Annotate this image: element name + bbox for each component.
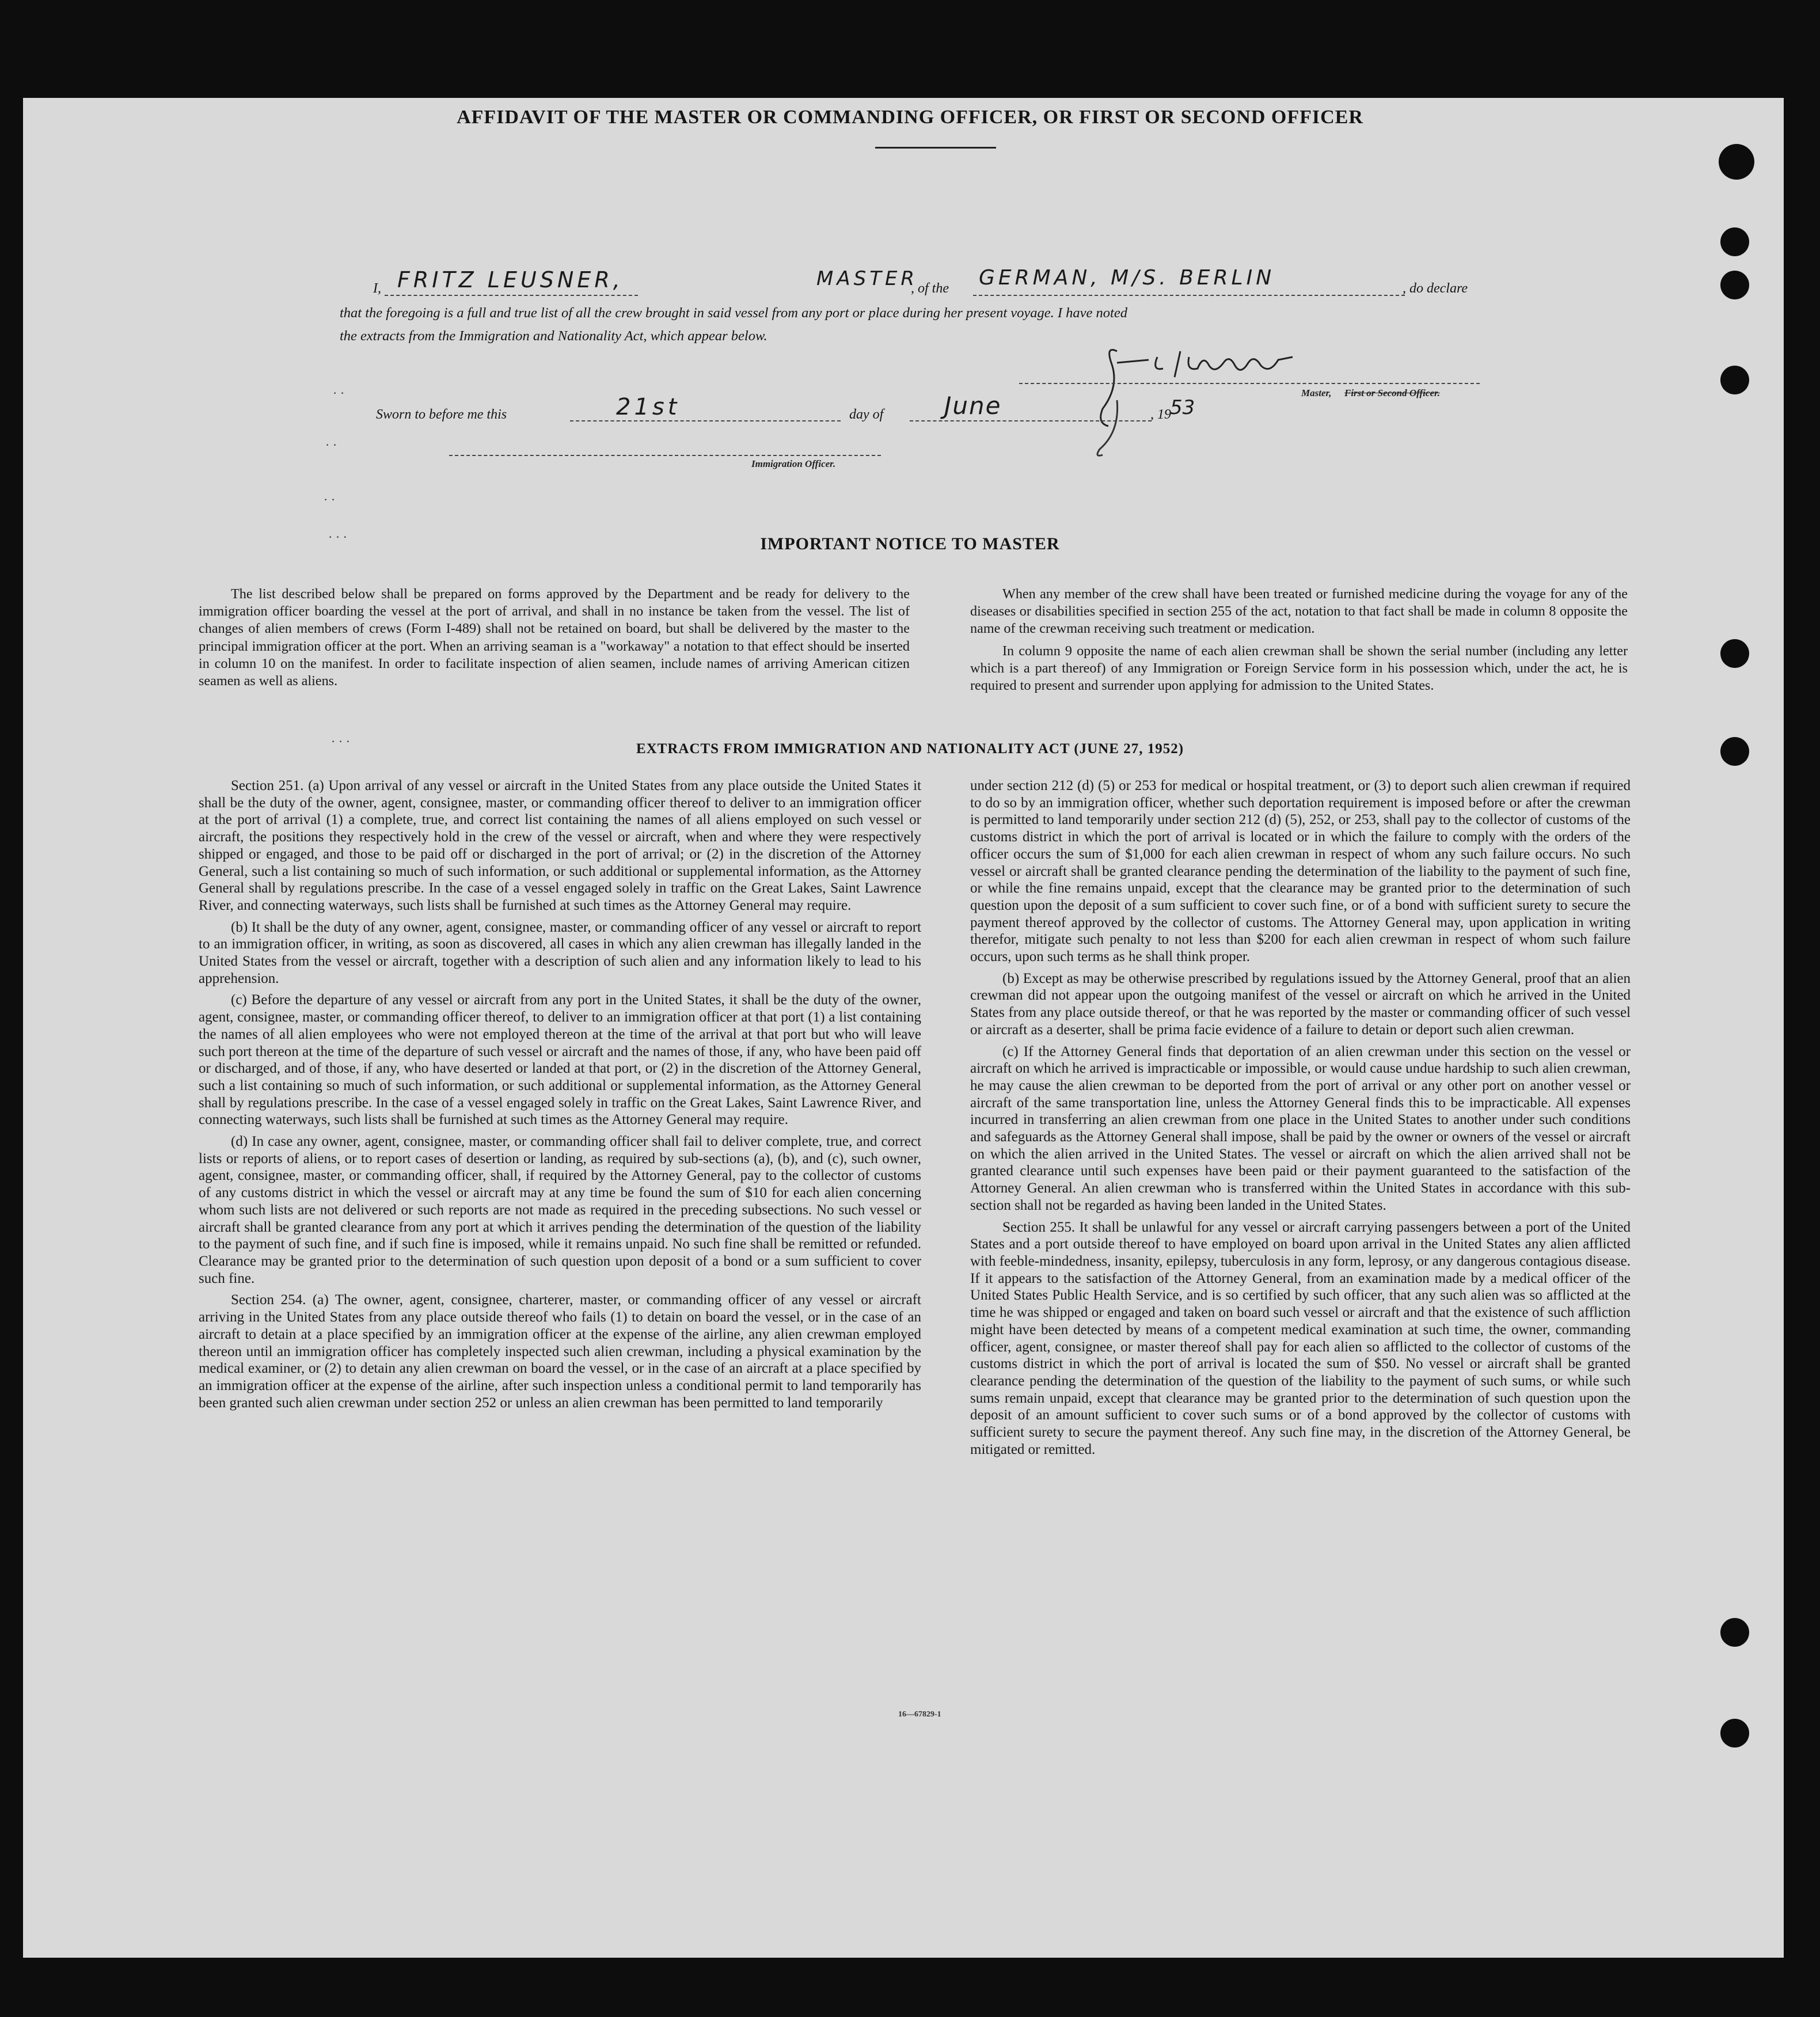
- day-blank-line: [570, 420, 841, 421]
- section-254-a: Section 254. (a) The owner, agent, consignee, charterer, master, or commanding officer of any vessel or aircraft arriving in the United States from any place outside thereof who fails (1) to detain on board the vessel, or in the case of an aircraft to detain at a place specified by an immigration officer at the expense of the airline, any alien crewman employed thereon until an immigration officer has completely inspected such alien crewman, including a physical examination by the medical examiner, or (2) to detain any alien crewman on board the vessel, or in the case of an aircraft at a place specified by an immigration officer at the expense of the airline, after such inspection unless a conditional permit to land temporarily has been granted such alien crewman under section 252 or unless an alien crewman has been permitted to land temporarily: [199, 1292, 921, 1411]
- master-rank: MASTER: [816, 267, 918, 290]
- master-signature: [1094, 322, 1336, 432]
- vessel-blank-line: [973, 295, 1405, 296]
- margin-mark: · · ·: [328, 530, 347, 544]
- notice-right-paragraph-2: In column 9 opposite the name of each alien crewman shall be shown the serial number (including any letter which is a part thereof) of any Immigration or Foreign Service form in his possession which, under the act, he is required to present and surrender upon applying for admission to the United States.: [970, 643, 1628, 694]
- punch-hole: [1720, 1719, 1749, 1748]
- punch-hole: [1720, 639, 1749, 668]
- declaration-suffix: , do declare: [1403, 281, 1468, 296]
- sworn-year-suffix: 53: [1170, 396, 1195, 419]
- section-254-c: (c) If the Attorney General finds that deportation of an alien crewman under this section on the vessel or aircraft on which he arrived is impracticable or impossible, or would cause undue hardship to such alien crewman, he may cause the alien crewman to be deported from the port of arrival or any other port on another vessel or aircraft of the same transportation line, unless the Attorney General finds this to be impracticable. All expenses incurred in transferring an alien crewman from one place in the United States to another under such conditions and safeguards as the Attorney General shall impose, shall be paid by the owner or owners of the vessel or aircraft on which the alien arrived in the United States. The vessel or aircraft on which the alien arrived shall not be granted clearance until such expenses have been paid or their payment guaranteed to the satisfaction of the Attorney General. An alien crewman who is transferred within the United States in accordance with this sub-section shall not be regarded as having been landed in the United States.: [970, 1043, 1631, 1213]
- officer-label: Immigration Officer.: [751, 458, 836, 469]
- margin-mark: · ·: [333, 386, 345, 400]
- notice-left-column: [199, 586, 910, 694]
- signature-line: [1019, 383, 1480, 384]
- extracts-right-column: [970, 777, 1631, 1463]
- punch-hole: [1720, 271, 1749, 299]
- margin-mark: · · ·: [331, 734, 350, 749]
- title-underline: [875, 147, 996, 149]
- section-251-d: (d) In case any owner, agent, consignee, master, or commanding officer shall fail to deliver complete, true, and correct lists or reports of aliens, or to report cases of desertion or landing, as required by sub-sections (a), (b), and (c), such owner, agent, consignee, master, or commanding officer, shall, if required by the Attorney General, pay to the collector of customs of any customs district in which the vessel or aircraft may at any time be found the sum of $10 for each alien concerning whom such lists are not delivered or such reports are not made as required in the preceding subsections. No such vessel or aircraft shall be granted clearance from any port at which it arrives pending the determination of the question of the liability to the payment of such fine, and if such fine is imposed, while it remains unpaid. No such fine shall be remitted or refunded. Clearance may be granted prior to the determination of such question upon deposit of a bond or a sum sufficient to cover such fine.: [199, 1134, 921, 1286]
- officer-signature-line: [449, 455, 881, 456]
- margin-mark: · ·: [324, 492, 336, 507]
- form-number: 16—67829-1: [898, 1710, 941, 1719]
- vessel-name: GERMAN, M/S. BERLIN: [979, 266, 1275, 290]
- notice-title: IMPORTANT NOTICE TO MASTER: [760, 534, 1060, 553]
- section-251-c: (c) Before the departure of any vessel or aircraft from any port in the United States, it shall be the duty of the owner, agent, consignee, master, or commanding officer thereof, to deliver to an immigration officer at that port (1) a list containing the names of all alien employees who were not employed thereon at the time of the arrival at that port but who will leave such port thereon at the time of the departure of such vessel or aircraft and the names of those, if any, who have been paid off or discharged, and of those, if any, who have deserted or landed at that port, or (2) in the discretion of the Attorney General, such a list containing so much of such information, or such additional or supplemental information, as the Attorney General shall by regulations prescribe. In the case of a vessel engaged solely in traffic on the Great Lakes, Saint Lawrence River, and connecting waterways, such lists shall be furnished at such times as the Attorney General may require.: [199, 992, 921, 1128]
- extracts-left-column: [199, 777, 921, 1416]
- declaration-of-the: , of the: [911, 281, 949, 296]
- punch-hole: [1719, 144, 1754, 180]
- sworn-prefix: Sworn to before me this: [376, 407, 507, 422]
- notice-right-column: [970, 586, 1628, 699]
- affidavit-title: AFFIDAVIT OF THE MASTER OR COMMANDING OFFICER, OR FIRST OR SECOND OFFICER: [457, 107, 1363, 128]
- pen-stroke: [1088, 397, 1129, 461]
- section-254-b: (b) Except as may be otherwise prescribed by regulations issued by the Attorney General, proof that an alien crewman did not appear upon the outgoing manifest of the vessel or aircraft on which he arrived in the United States from any place outside thereof, or that he was reported by the master or commanding officer of such vessel or aircraft as a deserter, shall be prima facie evidence of a failure to detain or deport such alien crewman.: [970, 970, 1631, 1038]
- notice-left-paragraph: The list described below shall be prepared on forms approved by the Department and be ready for delivery to the immigration officer boarding the vessel at the port of arrival, and shall in no instance be taken from the vessel. The list of changes of alien members of crews (Form I-489) shall not be retained on board, but shall be delivered by the master to the principal immigration officer at the port. When an arriving seaman is a "workaway" a notation to that effect should be inserted in column 10 on the manifest. In order to facilitate inspection of alien seamen, include names of arriving American citizen seamen as well as aliens.: [199, 586, 910, 689]
- sworn-month: June: [944, 392, 1002, 420]
- sworn-day-of: day of: [849, 407, 884, 422]
- punch-hole: [1720, 366, 1749, 394]
- section-254-a-continued: under section 212 (d) (5) or 253 for medical or hospital treatment, or (3) to deport such alien crewman if required to do so by an immigration officer, whether such deportation requirement is imposed before or after the crewman is permitted to land temporarily under section 212 (d) (5), 252, or 253, shall pay to the collector of customs of the customs district in which the port of arrival is located or in which the failure to comply with the orders of the officer occurs the sum of $1,000 for each alien crewman in respect of whom any such failure occurs. No such vessel or aircraft shall be granted clearance pending the determination of the liability to the payment of such fine, or while the fine remains unpaid, except that the clearance may be granted prior to the determination of such question upon the deposit of a sum sufficient to cover such fine, or of a bond with sufficient surety to secure the payment thereof approved by the collector of customs. The Attorney General may, upon application in writing therefor, mitigate such penalty to not less than $200 for each alien crewman in respect of whom such failure occurs, upon such terms as he shall think proper.: [970, 778, 1631, 965]
- signature-label-struck: First or Second Officer.: [1344, 388, 1440, 398]
- sworn-year-prefix: , 19: [1150, 407, 1171, 422]
- name-blank-line: [385, 295, 638, 296]
- sworn-day: 21st: [616, 394, 681, 420]
- declaration-prefix: I,: [373, 281, 381, 296]
- master-name: FRITZ LEUSNER,: [397, 267, 624, 293]
- section-251-a: Section 251. (a) Upon arrival of any vessel or aircraft in the United States from any place outside the United States it shall be the duty of the owner, agent, consignee, master, or commanding officer thereof to deliver to an immigration officer at the port of arrival (1) a complete, true, and correct list containing the names of all aliens employed on such vessel or aircraft, the positions they respectively hold in the crew of the vessel or aircraft, when and where they were respectively shipped or engaged, and those to be paid off or discharged in the port of arrival; or (2) in the discretion of the Attorney General, such a list containing so much of such information, or such additional or supplemental information, as the Attorney General shall by regulations prescribe. In the case of a vessel engaged solely in traffic on the Great Lakes, Saint Lawrence River, and connecting waterways, such lists shall be furnished at such times as the Attorney General may require.: [199, 778, 921, 913]
- declaration-line-2: that the foregoing is a full and true list of all the crew brought in said vessel from any port or place during her present voyage. I have noted: [340, 305, 1127, 321]
- extracts-title: EXTRACTS FROM IMMIGRATION AND NATIONALITY ACT (JUNE 27, 1952): [636, 741, 1184, 757]
- section-255: Section 255. It shall be unlawful for any vessel or aircraft carrying passengers between a port of the United States and a port outside thereof to have employed on board upon arrival in the United States any alien afflicted with feeble-mindedness, insanity, epilepsy, tuberculosis in any form, leprosy, or any dangerous contagious disease. If it appears to the satisfaction of the Attorney General, from an examination made by a medical officer of the United States Public Health Service, and is so certified by such officer, that any such alien was so afflicted at the time he was shipped or engaged and taken on board such vessel or aircraft and that the existence of such affliction might have been detected by means of a competent medical examination at such time, the owner, commanding officer, agent, consignee, or master thereof shall pay for each alien so afflicted to the collector of customs of the customs district in which the port of arrival is located the sum of $50. No vessel or aircraft shall be granted clearance pending the determination of the question of the liability to the payment of such sums, or while such sums remain unpaid, except that clearance may be granted prior to the determination of such question upon the deposit of an amount sufficient to cover such sums or of a bond approved by the collector of customs with sufficient surety to secure the payment thereof. Any such fine may, in the discretion of the Attorney General, be mitigated or remitted.: [970, 1219, 1631, 1457]
- margin-mark: · ·: [325, 438, 337, 452]
- punch-hole: [1720, 1618, 1749, 1647]
- notice-right-paragraph-1: When any member of the crew shall have been treated or furnished medicine during the voyage for any of the diseases or disabilities specified in section 255 of the act, notation to that fact shall be made in column 8 opposite the name of the crewman receiving such treatment or medication.: [970, 586, 1628, 637]
- signature-label-master: Master,: [1301, 388, 1332, 398]
- section-251-b: (b) It shall be the duty of any owner, agent, consignee, master, or commanding officer of any vessel or aircraft to report to an immigration officer, in writing, as soon as discovered, all cases in which any alien crewman has illegally landed in the United States from the vessel or aircraft, together with a description of such alien and any information likely to lead to his apprehension.: [199, 919, 921, 986]
- declaration-line-3: the extracts from the Immigration and Nationality Act, which appear below.: [340, 328, 767, 344]
- punch-hole: [1720, 227, 1749, 256]
